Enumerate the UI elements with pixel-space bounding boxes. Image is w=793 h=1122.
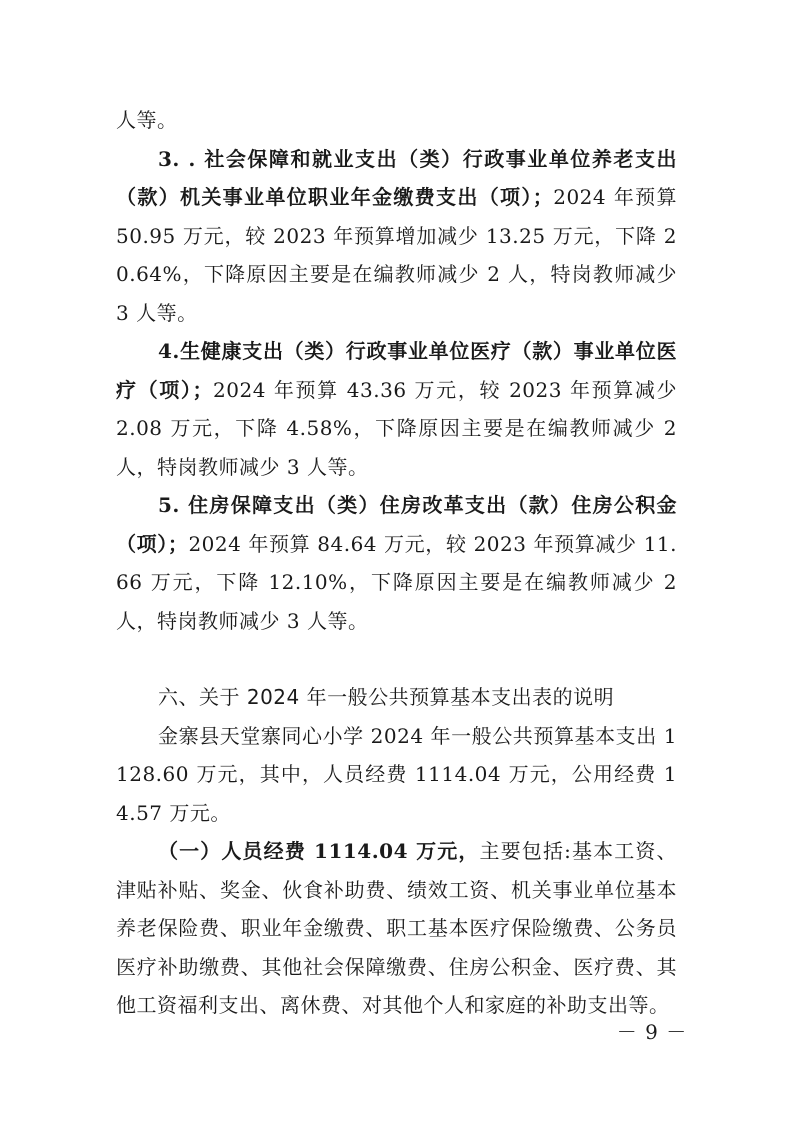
paragraph-text: 2024 年预算 84.64 万元，较 2023 年预算减少 11.66 万元，下降 12.10%，下降原因主要是在编教师减少 2 人，特岗教师减少 3 人等。 bbox=[116, 531, 677, 633]
paragraph-text: 人等。 bbox=[116, 108, 178, 132]
paragraph-text: 2024 年预算 43.36 万元，较 2023 年预算减少 2.08 万元，下降 4.58%，下降原因主要是在编教师减少 2 人，特岗教师减少 3 人等。 bbox=[116, 377, 677, 479]
paragraph-pension-expenditure bbox=[116, 140, 677, 333]
paragraph-heading: （一）人员经费 1114.04 万元， bbox=[158, 839, 480, 863]
paragraph-heading: 5. 住房保障支出（类）住房改革支出（款）住房公积金（项）； bbox=[116, 493, 677, 556]
section-heading: 六、关于 2024 年一般公共预算基本支出表的说明 bbox=[158, 685, 615, 709]
paragraph-continuation bbox=[116, 101, 677, 140]
paragraph-text: 金寨县天堂寨同心小学 2024 年一般公共预算基本支出 1128.60 万元，其中，人员经费 1114.04 万元，公用经费 14.57 万元。 bbox=[116, 723, 677, 825]
page-number: － 9 － bbox=[616, 1020, 688, 1044]
paragraph-heading: 3. . 社会保障和就业支出（类）行政事业单位养老支出（款）机关事业单位职业年金缴费支出（项）； bbox=[116, 146, 677, 209]
section-spacer bbox=[116, 640, 677, 678]
paragraph-personnel-expenses bbox=[116, 832, 677, 1025]
paragraph-text: 2024 年预算 50.95 万元，较 2023 年预算增加减少 13.25 万元，下降 20.64%，下降原因主要是在编教师减少 2 人，特岗教师减少 3 人等。 bbox=[116, 185, 677, 325]
paragraph-housing-expenditure bbox=[116, 486, 677, 640]
paragraph-basic-expenditure bbox=[116, 717, 677, 833]
body-text bbox=[116, 101, 677, 1025]
paragraph-heading: 4.生健康支出（类）行政事业单位医疗（款）事业单位医疗（项）； bbox=[116, 339, 677, 402]
paragraph-health-expenditure bbox=[116, 332, 677, 486]
paragraph-text: 主要包括:基本工资、津贴补贴、奖金、伙食补助费、绩效工资、机关事业单位基本养老保险费、职业年金缴费、职工基本医疗保险缴费、公务员医疗补助缴费、其他社会保障缴费、住房公积金、医疗费、其他工资福利支出、离休费、对其他个人和家庭的补助支出等。 bbox=[116, 839, 677, 1017]
